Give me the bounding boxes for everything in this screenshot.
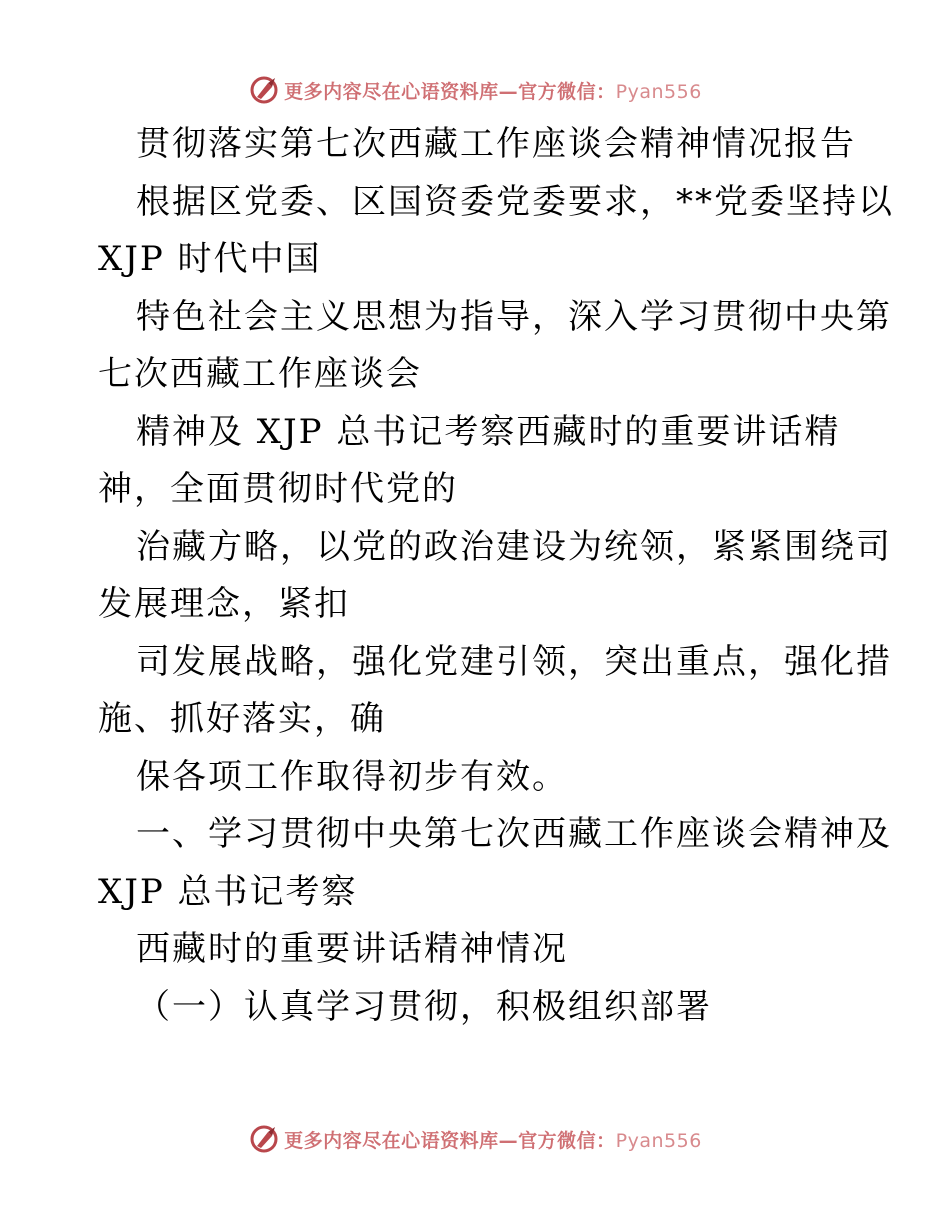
text-line: 治藏方略，以党的政治建设为统领，紧紧围绕司 <box>136 526 892 567</box>
text-line: 神，全面贯彻时代党的 <box>98 469 458 509</box>
pen-nib-circle-icon <box>248 1123 280 1155</box>
watermark-text: 更多内容尽在心语资料库—官方微信：Pyan556 <box>284 1129 702 1152</box>
text-line: 司发展战略，强化党建引领，突出重点，强化措 <box>136 641 892 682</box>
text-line: 保各项工作取得初步有效。 <box>136 756 568 797</box>
section-heading-continued: XJP 总书记考察 <box>98 871 358 912</box>
watermark-header <box>0 72 950 108</box>
section-heading: 一、学习贯彻中央第七次西藏工作座谈会精神及 <box>136 814 892 854</box>
section-heading-continued: 西藏时的重要讲话精神情况 <box>136 929 568 969</box>
text-line: 发展理念，紧扣 <box>98 584 350 624</box>
text-line: 根据区党委、区国资委党委要求，**党委坚持以 <box>136 181 894 222</box>
watermark-footer <box>0 1121 950 1157</box>
text-line: 精神及 XJP 总书记考察西藏时的重要讲话精 <box>136 411 841 452</box>
text-line: 特色社会主义思想为指导，深入学习贯彻中央第 <box>136 296 892 337</box>
subsection-heading: （一）认真学习贯彻，积极组织部署 <box>136 986 712 1027</box>
document-title: 贯彻落实第七次西藏工作座谈会精神情况报告 <box>136 124 856 164</box>
text-line: XJP 时代中国 <box>98 239 322 279</box>
text-line: 七次西藏工作座谈会 <box>98 354 422 394</box>
watermark-text: 更多内容尽在心语资料库—官方微信：Pyan556 <box>284 80 702 103</box>
pen-nib-circle-icon <box>248 74 280 106</box>
document-body <box>98 116 894 1036</box>
text-line: 施、抓好落实，确 <box>98 699 386 739</box>
